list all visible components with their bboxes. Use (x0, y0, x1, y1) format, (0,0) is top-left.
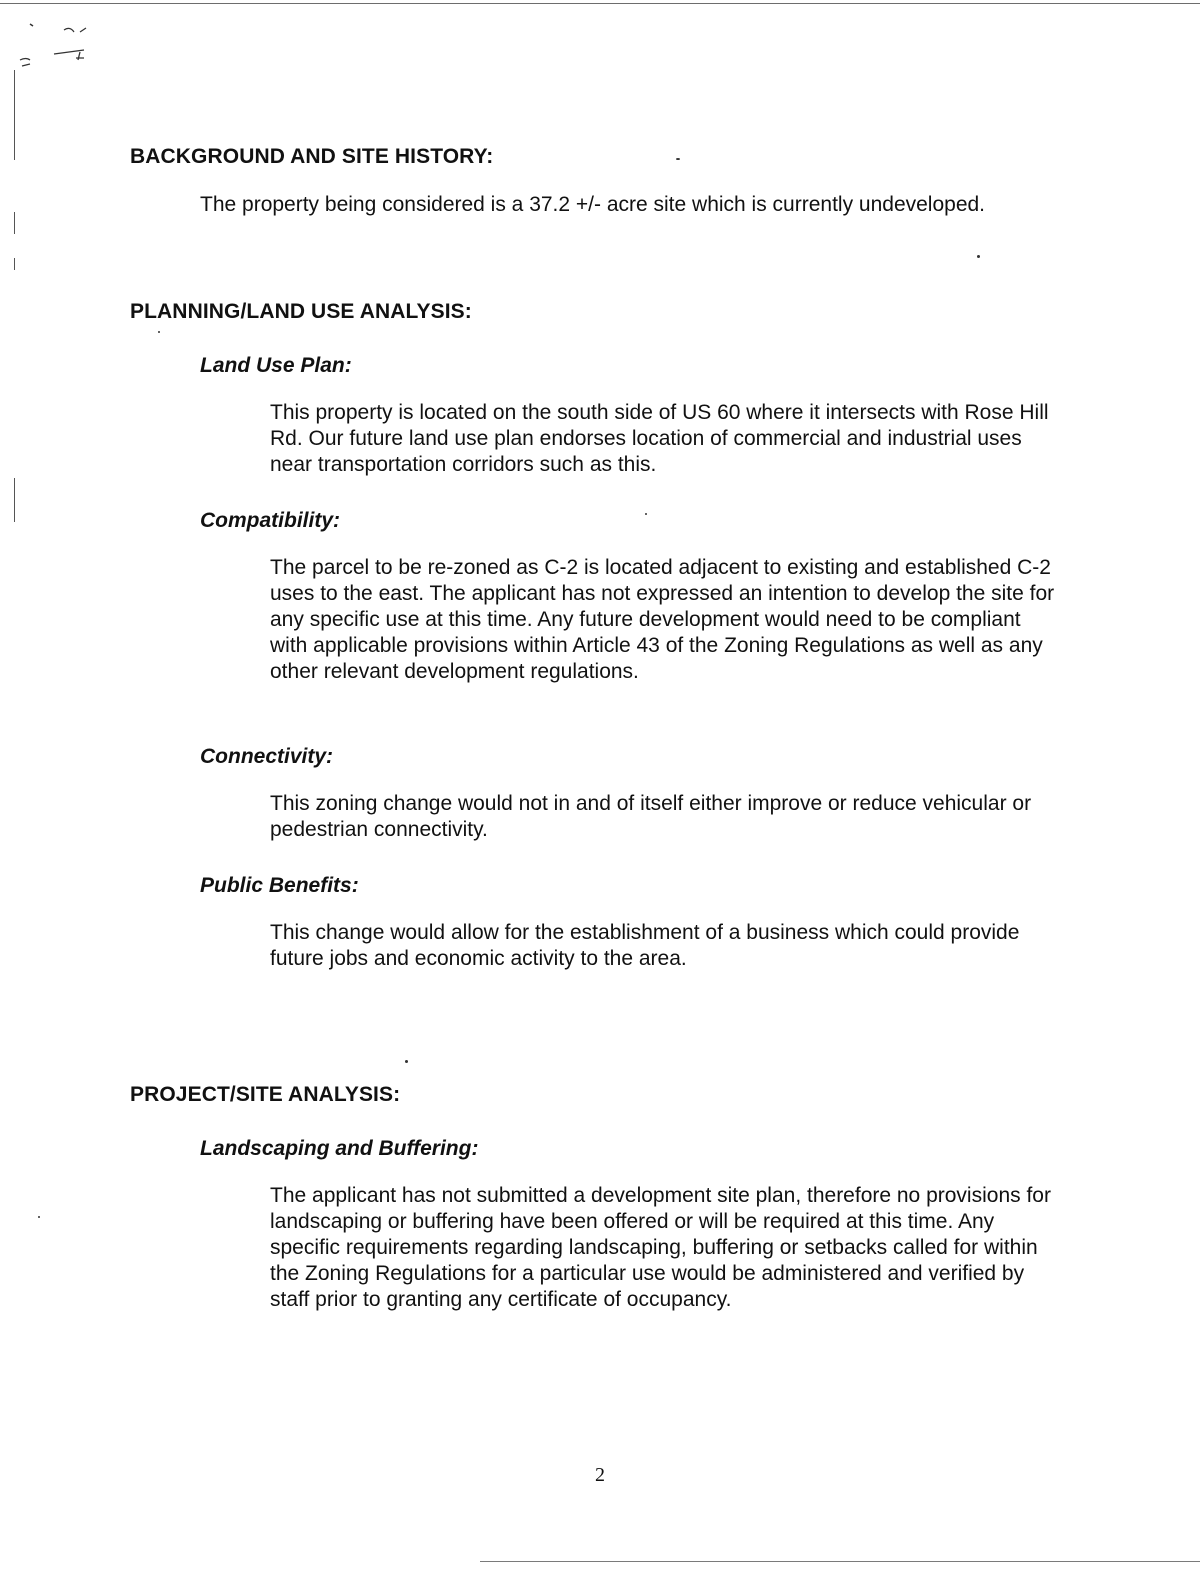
scan-scribble-mark (18, 20, 108, 70)
scan-top-rule (0, 3, 1200, 4)
compatibility-subsection (200, 508, 800, 534)
scan-left-edge (14, 212, 15, 234)
scan-speck (405, 1060, 408, 1063)
scan-speck (158, 331, 160, 333)
subheading-public-benefits: Public Benefits: (200, 874, 359, 897)
connectivity-subsection (200, 744, 800, 770)
planning-section (130, 299, 1090, 325)
background-paragraph: The property being considered is a 37.2 +/- acre site which is currently undeveloped. (200, 193, 986, 216)
subheading-compatibility: Compatibility: (200, 509, 340, 532)
background-body (200, 192, 1000, 218)
landscaping-paragraph: The applicant has not submitted a development site plan, therefore no provisions for landscaping or buffering have been offered or will be required at this time. Any specific requirements regarding landscaping, buffering or setbacks called for within the Zoning Regulations for a particular use would be administered and verified by staff prior to granting any certificate of occupancy. (270, 1184, 1051, 1311)
section-heading-background: BACKGROUND AND SITE HISTORY: (130, 145, 494, 168)
scan-speck (38, 1216, 40, 1218)
land-use-plan-body (270, 400, 1060, 478)
scan-bottom-rule (480, 1561, 1200, 1562)
section-heading-planning: PLANNING/LAND USE ANALYSIS: (130, 300, 472, 323)
scan-left-edge (14, 70, 15, 160)
scan-left-edge (14, 478, 15, 522)
compatibility-paragraph: The parcel to be re-zoned as C-2 is located adjacent to existing and established C-2 uses to the east. The applicant has not expressed an intention to develop the site for any specific use at this time. Any future development would need to be compliant with applicable provisions within Article 43 of the Zoning Regulations as well as any other relevant development regulations. (270, 556, 1055, 683)
project-section (130, 1082, 1090, 1108)
section-heading-project: PROJECT/SITE ANALYSIS: (130, 1083, 401, 1106)
subheading-land-use-plan: Land Use Plan: (200, 354, 352, 377)
connectivity-paragraph: This zoning change would not in and of itself either improve or reduce vehicular or pedestrian connectivity. (270, 792, 1032, 841)
landscaping-subsection (200, 1136, 800, 1162)
land-use-plan-subsection (200, 353, 800, 379)
subheading-connectivity: Connectivity: (200, 745, 334, 768)
background-section (130, 144, 1090, 170)
compatibility-body (270, 555, 1060, 685)
connectivity-body (270, 791, 1060, 843)
public-benefits-subsection (200, 873, 800, 899)
landscaping-body (270, 1183, 1060, 1313)
scan-left-edge (14, 258, 15, 270)
land-use-plan-paragraph: This property is located on the south side of US 60 where it intersects with Rose Hill Rd. Our future land use plan endorses location of commercial and industrial uses near transportation corridors such as this. (270, 401, 1049, 476)
public-benefits-body (270, 920, 1060, 972)
scan-speck (977, 255, 980, 258)
page-number: 2 (595, 1464, 605, 1486)
public-benefits-paragraph: This change would allow for the establishment of a business which could provide future jobs and economic activity to the area. (270, 921, 1020, 970)
subheading-landscaping: Landscaping and Buffering: (200, 1137, 479, 1160)
